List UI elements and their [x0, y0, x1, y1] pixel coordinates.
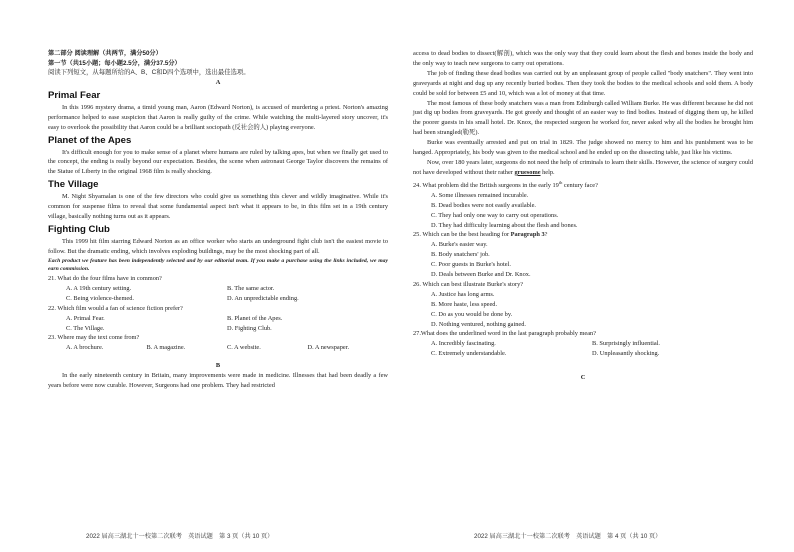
passage-a-label: A — [215, 78, 221, 86]
film-text: M. Night Shyamalan is one of the few directors who could give us something this clever and wildly imaginative. While it's common for suspense films to reveal that some fundamental aspect isn't what it appears to be, in this film set in a 19th century village, basically nothing turns out as it appears. — [48, 193, 388, 221]
option: A. Incredibly fascinating. — [431, 340, 496, 348]
option: C. Do as you would be done by. — [431, 310, 513, 318]
passage-b-paragraph — [413, 158, 753, 178]
passage-b-paragraph: Burke was eventually arrested and put on trial in 1829. The judge showed no mercy to him and his punishment was to be hanged. Appropriately, his body was given to the medical school and he ended up on the dissecting table, just like his victims. — [413, 139, 753, 157]
text-segment: century face? — [562, 181, 598, 189]
film-title: The Village — [48, 179, 99, 191]
options — [413, 240, 753, 280]
left-page — [48, 49, 388, 391]
options — [48, 284, 388, 304]
passage-b-label: B — [215, 362, 221, 370]
text-segment: 24. What problem did the British surgeons in the early 19 — [413, 181, 559, 189]
option: C. Poor guests in Burke's hotel. — [431, 261, 511, 269]
option: D. An unpredictable ending. — [227, 294, 299, 302]
instruction: 阅读下列短文，从每题所给的A、B、C和D四个选项中，选出最佳选项。 — [48, 69, 250, 76]
option: A. Burke's easier way. — [431, 241, 488, 249]
option: B. Body snatchers' job. — [431, 251, 490, 259]
option: A. A 19th century setting. — [66, 284, 132, 292]
film-text: This 1999 hit film starring Edward Norton as an office worker who starts an underground fight club isn't the easiest movie to follow. But the dramatic ending, which involves exploding buildings, may be the most shocking part of all. — [48, 237, 388, 255]
option: C. A website. — [227, 344, 261, 352]
question-27: 27.What does the underlined word in the last paragraph probably mean? — [413, 330, 597, 338]
passage-b-paragraph: The most famous of these body snatchers was a man from Edinburgh called William Burke. He was different because he did not just dig up bodies from graveyards. He got greedy and thought of an easier way to find bodies. Instead of digging them up, he killed the poorer guests in his small hotel. Dr. Knox, the respected surgeon he worked for, never asked why all the bodies he brought him had been strangled(勒死). — [413, 99, 753, 137]
options — [48, 314, 388, 334]
bold-text: Paragraph 3 — [510, 231, 545, 239]
film-title: Primal Fear — [48, 89, 101, 101]
text-segment: ? — [544, 231, 548, 239]
options — [48, 343, 388, 353]
passage-c-label: C — [580, 374, 586, 382]
text-segment: 25. Which can be the best heading for — [413, 231, 511, 239]
question-25 — [413, 230, 753, 240]
footer-left: 2022 届高三湖北十一校第二次联考 英语试题 第 3 页（共 10 页） — [86, 533, 274, 540]
text-segment: help. — [540, 168, 555, 176]
option: A. Primal Fear. — [66, 314, 105, 322]
option: D. Unpleasantly shocking. — [592, 350, 660, 358]
option: B. More haste, less speed. — [431, 300, 498, 308]
question-24 — [413, 178, 753, 191]
right-page — [413, 49, 753, 383]
option: C. Extremely understandable. — [431, 350, 507, 358]
question-26: 26. Which can best illustrate Burke's story? — [413, 280, 524, 288]
passage-b-paragraph: access to dead bodies to dissect(解剖), which was the only way that they could learn about the flesh and bones inside the body and the only way to teach new surgeons to carry out operations. — [413, 50, 753, 67]
text-segment: Now, over 180 years later, surgeons do not need the help of criminals to learn their skills. However, the science of surgery could not have developed without their rather — [413, 158, 753, 176]
option: D. They had difficulty learning about the flesh and bones. — [431, 221, 578, 229]
option: D. A newspaper. — [307, 344, 350, 352]
option: B. Planet of the Apes. — [227, 314, 283, 322]
film-text: In this 1996 mystery drama, a timid young man, Aaron (Edward Norton), is accused of murdering a priest. Norton's amazing performance helped to ease suspicion that Aaron is really guilty of the crime. While watching the multi-layered story uncover, it's easy to overlook the possibility that Aaron could be a brilliant sociopath (反社会的人) playing everyone. — [48, 103, 388, 131]
footer-right: 2022 届高三湖北十一校第二次联考 英语试题 第 4 页（共 10 页） — [474, 533, 662, 540]
options — [413, 290, 753, 330]
option: B. Dead bodies were not easily available. — [431, 201, 536, 209]
option: B. The same actor. — [227, 284, 275, 292]
film-title: Planet of the Apes — [48, 134, 132, 146]
option: C. The Village. — [66, 324, 105, 332]
passage-b-text: In the early nineteenth century in Britain, many improvements were made in medicine. Illnesses that had been deadly a few years before were now curable. However, Surgeons had one problem. They had restricted — [48, 372, 388, 390]
film-title: Fighting Club — [48, 223, 110, 235]
option: D. Nothing ventured, nothing gained. — [431, 320, 526, 328]
film-text: It's difficult enough for you to make sense of a planet where humans are ruled by talking apes, but when we finally get used to the concept, the ending is really beyond our expectation. Besides, the scene when astronaut George Taylor discovers the remains of the Statue of Liberty in the original 1968 film is really shocking. — [48, 148, 388, 176]
option: C. They had only one way to carry out operations. — [431, 211, 559, 219]
editorial-note: Each product we feature has been independently selected and by our editorial team. If you make a purchase using the links included, we may earn commission. — [48, 257, 388, 273]
options — [413, 339, 753, 359]
option: A. Justice has long arms. — [431, 290, 495, 298]
superscript: th — [558, 179, 563, 185]
option: D. Fighting Club. — [227, 324, 272, 332]
underlined-word: gruesome — [514, 168, 541, 176]
option: B. Surprisingly influential. — [592, 340, 661, 348]
section-title: 第一节（共15小题；每小题2.5分，满分37.5分） — [48, 59, 181, 67]
part-title: 第二部分 阅读理解（共两节，满分50分） — [48, 50, 162, 57]
option: A. A brochure. — [66, 344, 104, 352]
option: C. Being violence-themed. — [66, 294, 135, 302]
option: D. Deals between Burke and Dr. Knox. — [431, 271, 531, 279]
options — [413, 191, 753, 231]
question: 21. What do the four films have in common? — [48, 274, 162, 282]
passage-b-paragraph: The job of finding these dead bodies was carried out by an unpleasant group of people called "body snatchers". They went into graveyards at night and dug up any recently buried bodies. Then they took the bodies to the medical schools and sold them. A body could be sold for between £5 and 10, which was a lot of money at that time. — [413, 69, 753, 97]
option: A. Some illnesses remained incurable. — [431, 191, 529, 199]
question: 22. Which film would a fan of science fiction prefer? — [48, 304, 183, 312]
question: 23. Where may the text come from? — [48, 334, 140, 342]
option: B. A magazine. — [146, 344, 186, 352]
